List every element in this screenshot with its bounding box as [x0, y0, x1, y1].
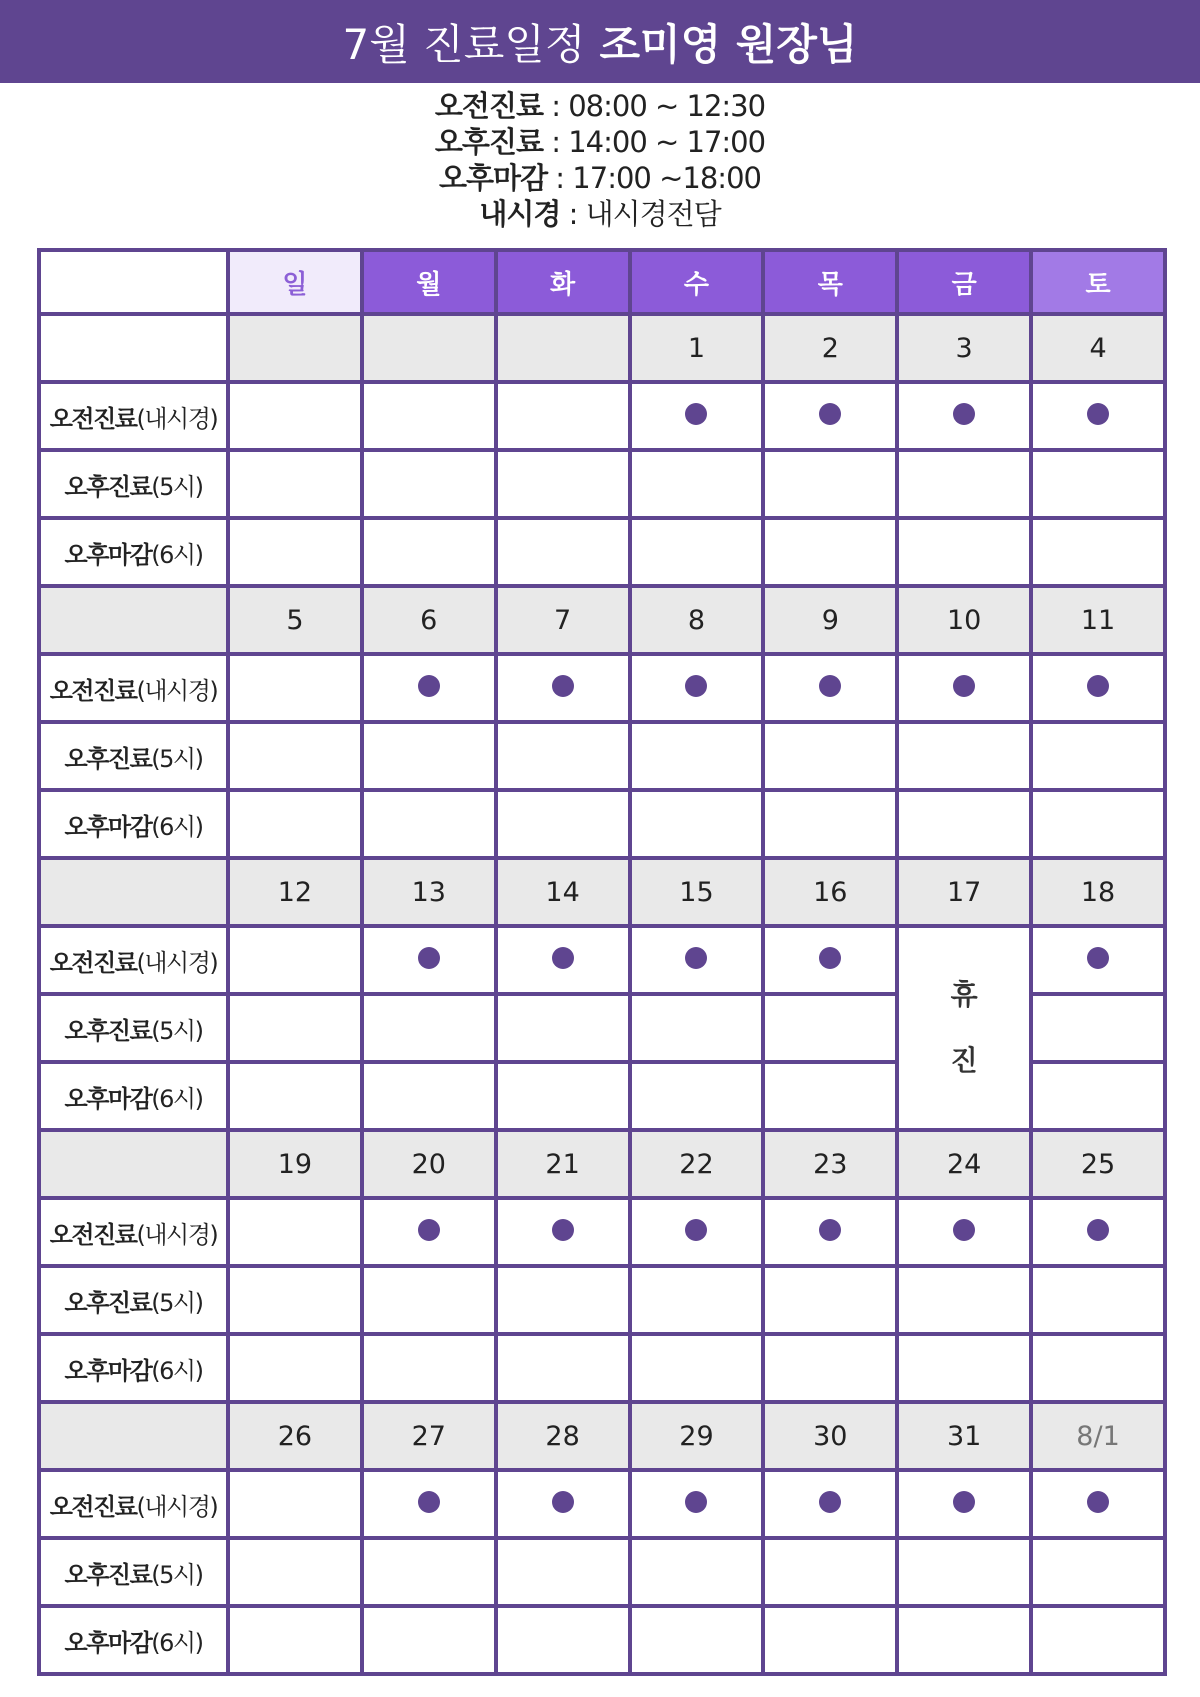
- slot-cell: [362, 518, 496, 586]
- date-cell: 29: [630, 1402, 764, 1470]
- slot-row: [39, 450, 1165, 518]
- date-cell: 18: [1031, 858, 1165, 926]
- slot-cell: [763, 518, 897, 586]
- slot-cell: [630, 450, 764, 518]
- slot-label-sub: (5시): [151, 1288, 203, 1317]
- slot-label: [39, 654, 228, 722]
- slot-cell: [1031, 722, 1165, 790]
- date-cell: [362, 314, 496, 382]
- slot-cell: [763, 722, 897, 790]
- schedule-table: [37, 248, 1167, 1676]
- slot-cell: [763, 1470, 897, 1538]
- slot-cell: [362, 450, 496, 518]
- available-dot-icon: [819, 1219, 841, 1241]
- slot-cell: [763, 994, 897, 1062]
- available-dot-icon: [418, 947, 440, 969]
- slot-row: [39, 790, 1165, 858]
- date-cell: 16: [763, 858, 897, 926]
- date-cell: 19: [228, 1130, 362, 1198]
- slot-cell: [897, 1334, 1031, 1402]
- date-cell: 6: [362, 586, 496, 654]
- slot-cell: [897, 722, 1031, 790]
- slot-cell: [362, 722, 496, 790]
- slot-label-main: 오후진료: [64, 744, 152, 773]
- slot-row: [39, 1606, 1165, 1674]
- slot-label-main: 오후진료: [64, 1288, 152, 1317]
- slot-label-main: 오전진료: [49, 404, 137, 433]
- slot-cell: [228, 926, 362, 994]
- title-banner: [0, 0, 1200, 83]
- slot-label-sub: (내시경): [136, 404, 218, 433]
- slot-cell: [362, 654, 496, 722]
- slot-label-main: 오후진료: [64, 1016, 152, 1045]
- slot-cell: [496, 1266, 630, 1334]
- slot-cell: [1031, 790, 1165, 858]
- date-cell: 2: [763, 314, 897, 382]
- slot-cell: [496, 1198, 630, 1266]
- slot-cell: [228, 1538, 362, 1606]
- slot-label-main: 오전진료: [49, 1220, 137, 1249]
- date-cell: 7: [496, 586, 630, 654]
- slot-label-sub: (6시): [151, 540, 203, 569]
- available-dot-icon: [685, 1491, 707, 1513]
- slot-cell: [1031, 1334, 1165, 1402]
- slot-cell: [630, 1198, 764, 1266]
- slot-label-sub: (6시): [151, 1084, 203, 1113]
- slot-cell: [1031, 994, 1165, 1062]
- slot-cell: [897, 518, 1031, 586]
- hours-label: 오전진료: [434, 89, 543, 123]
- slot-cell: [362, 1266, 496, 1334]
- slot-label-main: 오후마감: [64, 812, 152, 841]
- slot-cell: [763, 790, 897, 858]
- slot-cell: [496, 450, 630, 518]
- slot-label: [39, 382, 228, 450]
- slot-row: [39, 1266, 1165, 1334]
- hours-info: [0, 88, 1200, 232]
- slot-cell: [763, 1198, 897, 1266]
- slot-cell: [897, 654, 1031, 722]
- slot-label-sub: (5시): [151, 1016, 203, 1045]
- date-cell: 21: [496, 1130, 630, 1198]
- available-dot-icon: [685, 403, 707, 425]
- slot-cell: [228, 518, 362, 586]
- slot-label: [39, 1606, 228, 1674]
- slot-label-main: 오후마감: [64, 1084, 152, 1113]
- available-dot-icon: [552, 675, 574, 697]
- slot-label: [39, 518, 228, 586]
- slot-label-main: 오후진료: [64, 1560, 152, 1589]
- slot-cell: [1031, 1266, 1165, 1334]
- slot-label: [39, 926, 228, 994]
- available-dot-icon: [953, 1491, 975, 1513]
- date-cell: 30: [763, 1402, 897, 1470]
- date-cell: 17: [897, 858, 1031, 926]
- slot-label-sub: (내시경): [136, 1492, 218, 1521]
- date-cell: 27: [362, 1402, 496, 1470]
- hours-row-endoscopy: [0, 196, 1200, 232]
- weekday-tue: 화: [496, 250, 630, 314]
- slot-cell: [496, 1062, 630, 1130]
- date-row-label: [39, 858, 228, 926]
- slot-label: [39, 1470, 228, 1538]
- date-cell: 31: [897, 1402, 1031, 1470]
- hours-label: 내시경: [479, 197, 561, 231]
- closed-note-line2: 진: [950, 1044, 978, 1077]
- slot-label-sub: (내시경): [136, 676, 218, 705]
- slot-row: [39, 1538, 1165, 1606]
- weekday-wed: 수: [630, 250, 764, 314]
- slot-cell: [496, 518, 630, 586]
- closed-day-cell: [897, 926, 1031, 1130]
- slot-cell: [228, 1062, 362, 1130]
- slot-label-main: 오전진료: [49, 676, 137, 705]
- available-dot-icon: [418, 1491, 440, 1513]
- date-cell: 11: [1031, 586, 1165, 654]
- slot-label-main: 오전진료: [49, 948, 137, 977]
- available-dot-icon: [1087, 1219, 1109, 1241]
- slot-cell: [362, 1198, 496, 1266]
- slot-cell: [228, 1470, 362, 1538]
- header-corner: [39, 250, 228, 314]
- slot-cell: [897, 1606, 1031, 1674]
- slot-cell: [897, 382, 1031, 450]
- available-dot-icon: [953, 403, 975, 425]
- available-dot-icon: [685, 1219, 707, 1241]
- date-cell: 1: [630, 314, 764, 382]
- slot-cell: [228, 1266, 362, 1334]
- available-dot-icon: [418, 675, 440, 697]
- slot-row: [39, 382, 1165, 450]
- slot-cell: [763, 382, 897, 450]
- slot-cell: [1031, 1538, 1165, 1606]
- date-row-label: [39, 314, 228, 382]
- hours-label: 오후마감: [439, 161, 548, 195]
- slot-cell: [228, 790, 362, 858]
- date-row: [39, 858, 1165, 926]
- slot-cell: [630, 518, 764, 586]
- available-dot-icon: [1087, 675, 1109, 697]
- slot-cell: [1031, 1470, 1165, 1538]
- slot-cell: [228, 994, 362, 1062]
- available-dot-icon: [819, 947, 841, 969]
- slot-cell: [1031, 450, 1165, 518]
- title-month: 7월 진료일정: [342, 19, 586, 69]
- slot-row: [39, 722, 1165, 790]
- slot-cell: [630, 926, 764, 994]
- slot-row: [39, 1198, 1165, 1266]
- date-cell: 26: [228, 1402, 362, 1470]
- available-dot-icon: [552, 947, 574, 969]
- slot-cell: [897, 1470, 1031, 1538]
- slot-cell: [630, 1538, 764, 1606]
- slot-label: [39, 450, 228, 518]
- slot-cell: [362, 1470, 496, 1538]
- slot-cell: [362, 994, 496, 1062]
- date-cell: 28: [496, 1402, 630, 1470]
- slot-cell: [630, 1606, 764, 1674]
- slot-cell: [496, 1470, 630, 1538]
- slot-cell: [1031, 1198, 1165, 1266]
- slot-cell: [897, 1266, 1031, 1334]
- slot-cell: [763, 926, 897, 994]
- date-cell: 24: [897, 1130, 1031, 1198]
- slot-cell: [1031, 1606, 1165, 1674]
- slot-cell: [630, 1266, 764, 1334]
- date-row-label: [39, 1130, 228, 1198]
- slot-cell: [362, 382, 496, 450]
- available-dot-icon: [819, 403, 841, 425]
- slot-cell: [362, 1606, 496, 1674]
- slot-cell: [362, 1062, 496, 1130]
- hours-row-afternoon: [0, 124, 1200, 160]
- date-cell: 3: [897, 314, 1031, 382]
- slot-cell: [630, 994, 764, 1062]
- hours-value: : 내시경전담: [560, 197, 721, 231]
- slot-cell: [763, 1062, 897, 1130]
- slot-cell: [362, 790, 496, 858]
- slot-cell: [630, 722, 764, 790]
- slot-cell: [1031, 382, 1165, 450]
- slot-row: [39, 1334, 1165, 1402]
- hours-value: : 14:00 ~ 17:00: [542, 125, 766, 159]
- weekday-header-row: [39, 250, 1165, 314]
- slot-label: [39, 1062, 228, 1130]
- slot-label: [39, 722, 228, 790]
- slot-row: [39, 518, 1165, 586]
- slot-cell: [630, 382, 764, 450]
- date-cell: 14: [496, 858, 630, 926]
- slot-cell: [897, 450, 1031, 518]
- slot-cell: [763, 1266, 897, 1334]
- hours-label: 오후진료: [434, 125, 543, 159]
- slot-cell: [362, 926, 496, 994]
- available-dot-icon: [953, 1219, 975, 1241]
- slot-cell: [228, 450, 362, 518]
- slot-cell: [763, 654, 897, 722]
- available-dot-icon: [953, 675, 975, 697]
- slot-row: [39, 654, 1165, 722]
- available-dot-icon: [819, 675, 841, 697]
- slot-cell: [228, 1198, 362, 1266]
- available-dot-icon: [1087, 1491, 1109, 1513]
- slot-cell: [496, 654, 630, 722]
- slot-cell: [1031, 1062, 1165, 1130]
- title-doctor: 조미영 원장님: [599, 19, 858, 69]
- date-cell: [228, 314, 362, 382]
- date-cell: 8: [630, 586, 764, 654]
- slot-label-main: 오후진료: [64, 472, 152, 501]
- slot-label-sub: (내시경): [136, 1220, 218, 1249]
- slot-label: [39, 1334, 228, 1402]
- available-dot-icon: [552, 1491, 574, 1513]
- slot-cell: [496, 1538, 630, 1606]
- slot-cell: [897, 1198, 1031, 1266]
- slot-cell: [228, 382, 362, 450]
- slot-label-sub: (내시경): [136, 948, 218, 977]
- available-dot-icon: [552, 1219, 574, 1241]
- date-cell: 15: [630, 858, 764, 926]
- slot-label-sub: (6시): [151, 1628, 203, 1657]
- slot-cell: [228, 654, 362, 722]
- date-row-label: [39, 586, 228, 654]
- date-cell: 25: [1031, 1130, 1165, 1198]
- slot-cell: [496, 994, 630, 1062]
- closed-note-line1: 휴: [950, 978, 978, 1011]
- hours-row-morning: [0, 88, 1200, 124]
- weekday-sat: 토: [1031, 250, 1165, 314]
- slot-cell: [362, 1538, 496, 1606]
- date-row-label: [39, 1402, 228, 1470]
- slot-cell: [763, 450, 897, 518]
- slot-label-sub: (5시): [151, 744, 203, 773]
- slot-row: [39, 1470, 1165, 1538]
- date-row: [39, 314, 1165, 382]
- date-cell: 23: [763, 1130, 897, 1198]
- date-cell: 22: [630, 1130, 764, 1198]
- slot-cell: [763, 1606, 897, 1674]
- slot-label: [39, 994, 228, 1062]
- date-cell: 5: [228, 586, 362, 654]
- slot-cell: [1031, 518, 1165, 586]
- slot-cell: [228, 1334, 362, 1402]
- date-cell: 20: [362, 1130, 496, 1198]
- available-dot-icon: [685, 675, 707, 697]
- hours-row-closing: [0, 160, 1200, 196]
- date-cell: [496, 314, 630, 382]
- slot-label-main: 오전진료: [49, 1492, 137, 1521]
- slot-cell: [630, 654, 764, 722]
- slot-label-sub: (6시): [151, 1356, 203, 1385]
- weekday-mon: 월: [362, 250, 496, 314]
- slot-cell: [897, 1538, 1031, 1606]
- slot-cell: [496, 722, 630, 790]
- slot-cell: [763, 1538, 897, 1606]
- slot-label-sub: (5시): [151, 472, 203, 501]
- slot-cell: [1031, 654, 1165, 722]
- slot-cell: [1031, 926, 1165, 994]
- slot-cell: [496, 1606, 630, 1674]
- weekday-sun: 일: [228, 250, 362, 314]
- slot-cell: [630, 1062, 764, 1130]
- slot-cell: [630, 1334, 764, 1402]
- date-cell: 10: [897, 586, 1031, 654]
- available-dot-icon: [819, 1491, 841, 1513]
- slot-label: [39, 1538, 228, 1606]
- weekday-fri: 금: [897, 250, 1031, 314]
- available-dot-icon: [418, 1219, 440, 1241]
- slot-label-main: 오후마감: [64, 540, 152, 569]
- slot-cell: [630, 1470, 764, 1538]
- date-row: [39, 586, 1165, 654]
- slot-row: [39, 926, 1165, 994]
- slot-label-sub: (5시): [151, 1560, 203, 1589]
- slot-label-sub: (6시): [151, 812, 203, 841]
- slot-cell: [496, 790, 630, 858]
- date-cell: 9: [763, 586, 897, 654]
- available-dot-icon: [1087, 947, 1109, 969]
- available-dot-icon: [1087, 403, 1109, 425]
- slot-cell: [897, 790, 1031, 858]
- weekday-thu: 목: [763, 250, 897, 314]
- hours-value: : 08:00 ~ 12:30: [542, 89, 766, 123]
- available-dot-icon: [685, 947, 707, 969]
- date-row: [39, 1402, 1165, 1470]
- slot-cell: [496, 382, 630, 450]
- slot-label: [39, 790, 228, 858]
- slot-cell: [496, 1334, 630, 1402]
- slot-label: [39, 1266, 228, 1334]
- slot-cell: [496, 926, 630, 994]
- slot-cell: [362, 1334, 496, 1402]
- date-row: [39, 1130, 1165, 1198]
- slot-cell: [228, 722, 362, 790]
- slot-cell: [630, 790, 764, 858]
- slot-label-main: 오후마감: [64, 1628, 152, 1657]
- hours-value: : 17:00 ~18:00: [547, 161, 761, 195]
- slot-cell: [228, 1606, 362, 1674]
- slot-label: [39, 1198, 228, 1266]
- slot-cell: [763, 1334, 897, 1402]
- date-cell: 8/1: [1031, 1402, 1165, 1470]
- date-cell: 13: [362, 858, 496, 926]
- slot-label-main: 오후마감: [64, 1356, 152, 1385]
- date-cell: 4: [1031, 314, 1165, 382]
- date-cell: 12: [228, 858, 362, 926]
